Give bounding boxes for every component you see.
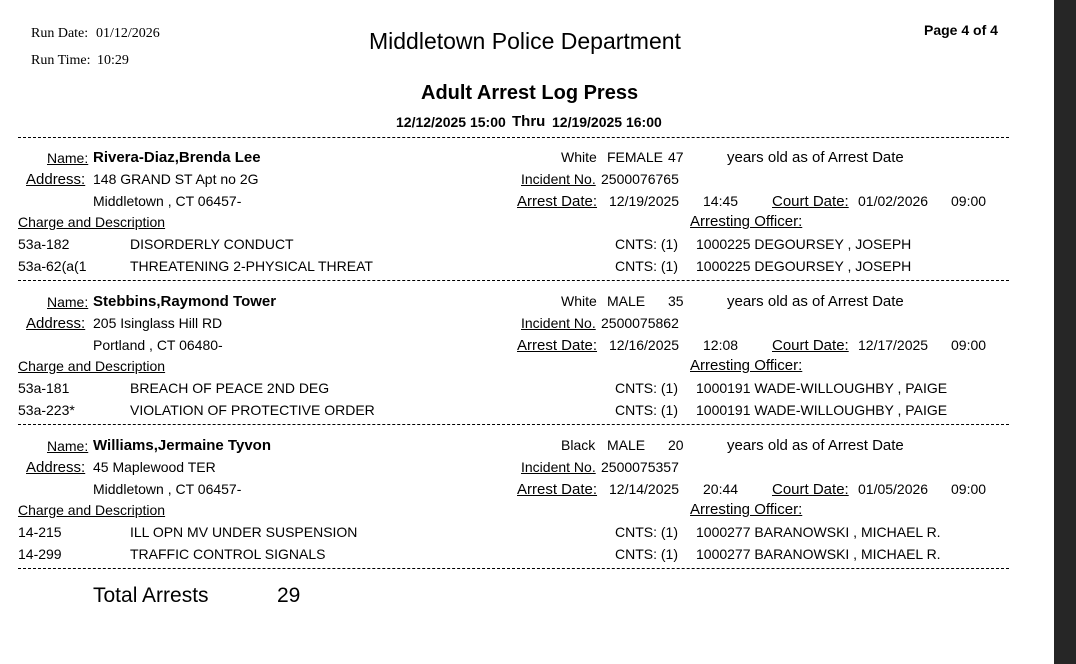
arrestee-name: Williams,Jermaine Tyvon <box>93 437 271 454</box>
run-time-label: Run Time: <box>31 53 91 68</box>
incident-number: 2500075357 <box>601 459 679 475</box>
arresting-officer: 1000191 WADE-WILLOUGHBY , PAIGE <box>696 380 948 396</box>
charge-header: Charge and Description <box>18 214 166 230</box>
address-line-1: 148 GRAND ST Apt no 2G <box>93 171 259 187</box>
charge-code: 53a-181 <box>18 380 70 396</box>
officer-header: Arresting Officer: <box>690 213 803 230</box>
address-label: Address: <box>26 171 86 188</box>
divider <box>18 424 1009 425</box>
court-time: 09:00 <box>951 481 987 497</box>
name-label: Name: <box>47 150 89 166</box>
charge-counts: CNTS: (1) <box>615 546 678 562</box>
report-title: Adult Arrest Log Press <box>421 82 639 104</box>
divider <box>18 280 1009 281</box>
age: 20 <box>668 437 684 453</box>
court-date: 12/17/2025 <box>858 337 929 353</box>
charge-code: 14-215 <box>18 524 62 540</box>
officer-header: Arresting Officer: <box>690 357 803 374</box>
age: 35 <box>668 293 684 309</box>
arresting-officer: 1000225 DEGOURSEY , JOSEPH <box>696 236 912 252</box>
sex: MALE <box>607 293 646 309</box>
run-time-value: 10:29 <box>97 53 129 68</box>
arresting-officer: 1000191 WADE-WILLOUGHBY , PAIGE <box>696 402 948 418</box>
name-label: Name: <box>47 438 89 454</box>
arrestee-name: Rivera-Diaz,Brenda Lee <box>93 149 261 166</box>
address-line-1: 205 Isinglass Hill RD <box>93 315 223 331</box>
age-caption: years old as of Arrest Date <box>727 437 904 454</box>
incident-label: Incident No. <box>521 171 596 187</box>
arrest-time: 14:45 <box>703 193 739 209</box>
charge-counts: CNTS: (1) <box>615 380 678 396</box>
date-from: 12/12/2025 15:00 <box>396 114 506 130</box>
charge-counts: CNTS: (1) <box>615 524 678 540</box>
age-caption: years old as of Arrest Date <box>727 149 904 166</box>
viewer-scrollbar[interactable] <box>1054 0 1076 664</box>
incident-number: 2500076765 <box>601 171 679 187</box>
court-date-label: Court Date: <box>772 193 849 210</box>
arrest-date-label: Arrest Date: <box>517 337 598 354</box>
name-label: Name: <box>47 294 89 310</box>
arrest-date: 12/19/2025 <box>609 193 680 209</box>
run-date-value: 01/12/2026 <box>96 26 160 41</box>
charge-counts: CNTS: (1) <box>615 258 678 274</box>
address-line-1: 45 Maplewood TER <box>93 459 216 475</box>
charge-description: DISORDERLY CONDUCT <box>130 236 294 252</box>
officer-header: Arresting Officer: <box>690 501 803 518</box>
charge-header: Charge and Description <box>18 358 166 374</box>
charge-description: ILL OPN MV UNDER SUSPENSION <box>130 524 358 540</box>
incident-label: Incident No. <box>521 315 596 331</box>
charge-description: TRAFFIC CONTROL SIGNALS <box>130 546 326 562</box>
arresting-officer: 1000277 BARANOWSKI , MICHAEL R. <box>696 546 941 562</box>
total-arrests-label: Total Arrests <box>93 584 209 607</box>
arrest-date-label: Arrest Date: <box>517 193 598 210</box>
race: White <box>561 149 597 165</box>
date-to: 12/19/2025 16:00 <box>552 114 662 130</box>
charge-code: 14-299 <box>18 546 62 562</box>
charge-description: BREACH OF PEACE 2ND DEG <box>130 380 330 396</box>
age-caption: years old as of Arrest Date <box>727 293 904 310</box>
arresting-officer: 1000277 BARANOWSKI , MICHAEL R. <box>696 524 941 540</box>
race: Black <box>561 437 596 453</box>
charge-header: Charge and Description <box>18 502 166 518</box>
sex: FEMALE <box>607 149 664 165</box>
arrest-date-label: Arrest Date: <box>517 481 598 498</box>
arrest-date: 12/14/2025 <box>609 481 680 497</box>
charge-counts: CNTS: (1) <box>615 402 678 418</box>
incident-number: 2500075862 <box>601 315 679 331</box>
court-date: 01/02/2026 <box>858 193 929 209</box>
divider <box>18 568 1009 569</box>
race: White <box>561 293 597 309</box>
charge-code: 53a-62(a(1 <box>18 258 87 274</box>
charge-counts: CNTS: (1) <box>615 236 678 252</box>
arrestee-name: Stebbins,Raymond Tower <box>93 293 277 310</box>
address-line-2: Middletown , CT 06457- <box>93 193 242 209</box>
court-time: 09:00 <box>951 337 987 353</box>
court-date: 01/05/2026 <box>858 481 929 497</box>
arrest-time: 12:08 <box>703 337 739 353</box>
court-date-label: Court Date: <box>772 337 849 354</box>
address-label: Address: <box>26 459 86 476</box>
total-arrests-value: 29 <box>277 584 301 607</box>
charge-code: 53a-182 <box>18 236 70 252</box>
court-date-label: Court Date: <box>772 481 849 498</box>
arrest-time: 20:44 <box>703 481 739 497</box>
charge-description: VIOLATION OF PROTECTIVE ORDER <box>130 402 375 418</box>
arrest-date: 12/16/2025 <box>609 337 680 353</box>
charge-code: 53a-223* <box>18 402 75 418</box>
page-number: Page 4 of 4 <box>924 22 998 38</box>
address-label: Address: <box>26 315 86 332</box>
charge-description: THREATENING 2-PHYSICAL THREAT <box>130 258 373 274</box>
address-line-2: Middletown , CT 06457- <box>93 481 242 497</box>
age: 47 <box>668 149 684 165</box>
sex: MALE <box>607 437 646 453</box>
divider <box>18 137 1009 138</box>
date-thru: Thru <box>512 113 546 130</box>
address-line-2: Portland , CT 06480- <box>93 337 223 353</box>
incident-label: Incident No. <box>521 459 596 475</box>
run-date-label: Run Date: <box>31 26 89 41</box>
department-title: Middletown Police Department <box>369 28 681 54</box>
court-time: 09:00 <box>951 193 987 209</box>
arresting-officer: 1000225 DEGOURSEY , JOSEPH <box>696 258 912 274</box>
